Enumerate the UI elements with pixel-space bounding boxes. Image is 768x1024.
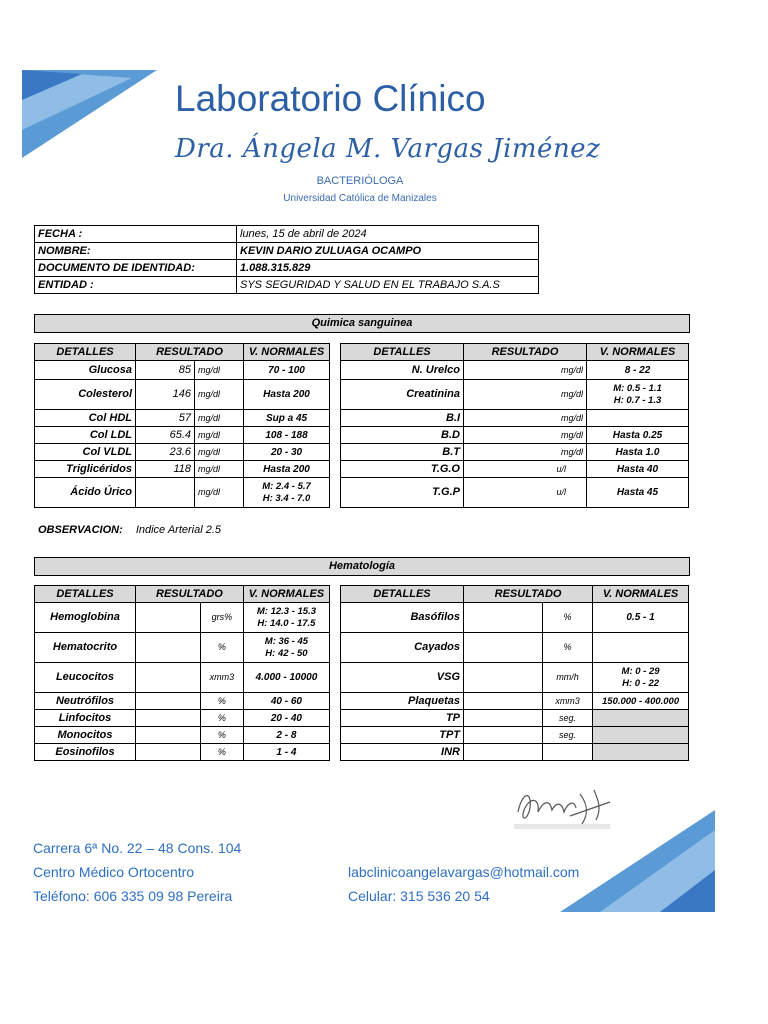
test-result [464,710,543,727]
test-unit: mg/dl [195,361,244,380]
chem-right-table [340,343,689,508]
observation-text: Indice Arterial 2.5 [135,524,222,536]
hema-right-header [341,586,689,603]
test-name: Monocitos [35,727,136,744]
test-result [464,693,543,710]
footer-decoration [560,810,716,914]
test-name: T.G.O [341,461,464,478]
table-row [341,461,689,478]
doctor-name: Dra. Ángela M. Vargas Jiménez [175,134,601,164]
table-row [35,461,330,478]
test-result [136,478,195,508]
test-result [136,663,201,693]
test-name: B.I [341,410,464,427]
test-name: Ácido Úrico [35,478,136,508]
test-unit [543,744,593,761]
col-details: DETALLES [35,344,136,361]
col-normals: V. NORMALES [593,586,689,603]
table-row [341,478,689,508]
entity-value: SYS SEGURIDAD Y SALUD EN EL TRABAJO S.A.S [237,277,539,294]
test-name: Col VLDL [35,444,136,461]
footer-address: Carrera 6ª No. 22 – 48 Cons. 104 [33,840,242,856]
test-name: Leucocitos [35,663,136,693]
test-name: B.T [341,444,464,461]
hema-right-table [340,585,689,761]
test-normal [593,727,689,744]
col-result: RESULTADO [136,344,244,361]
patient-row-date [35,226,539,243]
test-result: 146 [136,380,195,410]
test-result [464,744,543,761]
test-normal: 150.000 - 400.000 [593,693,689,710]
col-result: RESULTADO [464,586,593,603]
table-row [341,380,689,410]
test-name: INR [341,744,464,761]
table-row [341,410,689,427]
observation-label: OBSERVACION: [38,524,123,536]
test-unit: % [543,633,593,663]
table-row [35,727,330,744]
test-result [464,633,543,663]
test-result: 65.4 [136,427,195,444]
test-name: Glucosa [35,361,136,380]
table-row [35,693,330,710]
test-normal: 20 - 30 [244,444,330,461]
table-row [341,727,689,744]
table-row [35,478,330,508]
test-unit: xmm3 [543,693,593,710]
document-label: DOCUMENTO DE IDENTIDAD: [35,260,237,277]
table-row [341,427,689,444]
table-row [341,633,689,663]
patient-row-entity [35,277,539,294]
test-unit: u/l [464,478,587,508]
test-normal: 0.5 - 1 [593,603,689,633]
test-unit: xmm3 [201,663,244,693]
test-normal: 8 - 22 [587,361,689,380]
table-row [35,361,330,380]
hema-left-table [34,585,330,761]
col-result: RESULTADO [136,586,244,603]
test-unit: mm/h [543,663,593,693]
test-name: Creatinina [341,380,464,410]
test-normal: 4.000 - 10000 [243,663,329,693]
date-label: FECHA : [35,226,237,243]
test-result [136,744,201,761]
test-unit: % [201,693,244,710]
test-normal [587,410,689,427]
test-normal: Hasta 200 [244,380,330,410]
test-result [464,663,543,693]
footer-phone: Teléfono: 606 335 09 98 Pereira [33,888,233,904]
chem-right-header [341,344,689,361]
test-name: Col HDL [35,410,136,427]
date-value: lunes, 15 de abril de 2024 [237,226,539,243]
test-result [136,603,201,633]
test-normal: M: 0.5 - 1.1 H: 0.7 - 1.3 [587,380,689,410]
test-normal: M: 36 - 45 H: 42 - 50 [243,633,329,663]
test-result [136,710,201,727]
test-unit: % [543,603,593,633]
test-unit: grs% [201,603,244,633]
col-details: DETALLES [35,586,136,603]
test-name: N. Urelco [341,361,464,380]
test-result: 118 [136,461,195,478]
chem-section-title: Quimica sanguinea [34,314,690,333]
test-unit: mg/dl [464,410,587,427]
test-name: Basófilos [341,603,464,633]
test-unit: mg/dl [195,380,244,410]
test-unit: mg/dl [195,444,244,461]
footer-center: Centro Médico Ortocentro [33,864,195,880]
test-unit: % [201,744,244,761]
patient-info-table [34,225,539,294]
entity-label: ENTIDAD : [35,277,237,294]
col-result: RESULTADO [464,344,587,361]
col-normals: V. NORMALES [243,586,329,603]
test-unit: mg/dl [195,427,244,444]
doctor-role: BACTERIÓLOGA [316,175,404,187]
chem-left-header [35,344,330,361]
col-normals: V. NORMALES [587,344,689,361]
test-name: VSG [341,663,464,693]
test-name: Eosinofilos [35,744,136,761]
test-unit: mg/dl [464,380,587,410]
test-normal: Hasta 45 [587,478,689,508]
test-result [464,727,543,744]
university: Universidad Católica de Manizales [283,193,437,204]
test-unit: % [201,710,244,727]
test-unit: mg/dl [195,410,244,427]
table-row [35,744,330,761]
test-unit: seg. [543,727,593,744]
test-result: 85 [136,361,195,380]
test-name: TP [341,710,464,727]
hema-section-title: Hematología [34,557,690,576]
test-name: Neutrófilos [35,693,136,710]
patient-row-document [35,260,539,277]
table-row [35,427,330,444]
table-row [35,444,330,461]
test-normal [593,633,689,663]
test-unit: % [201,727,244,744]
test-normal: M: 0 - 29 H: 0 - 22 [593,663,689,693]
test-normal: 1 - 4 [243,744,329,761]
test-result [136,727,201,744]
test-normal: Sup a 45 [244,410,330,427]
table-row [341,444,689,461]
test-result [136,693,201,710]
chem-left-table [34,343,330,508]
hema-left-header [35,586,330,603]
test-name: Hemoglobina [35,603,136,633]
test-normal: M: 12.3 - 15.3 H: 14.0 - 17.5 [243,603,329,633]
test-normal: Hasta 0.25 [587,427,689,444]
test-unit: mg/dl [195,478,244,508]
test-name: Colesterol [35,380,136,410]
col-normals: V. NORMALES [244,344,330,361]
name-label: NOMBRE: [35,243,237,260]
test-name: TPT [341,727,464,744]
name-value: KEVIN DARIO ZULUAGA OCAMPO [237,243,539,260]
test-unit: u/l [464,461,587,478]
table-row [341,693,689,710]
test-normal: 20 - 40 [243,710,329,727]
test-name: Triglicéridos [35,461,136,478]
test-normal: 70 - 100 [244,361,330,380]
test-name: B.D [341,427,464,444]
test-unit: mg/dl [195,461,244,478]
table-row [35,603,330,633]
test-result: 57 [136,410,195,427]
table-row [35,410,330,427]
table-row [35,663,330,693]
document-value: 1.088.315.829 [237,260,539,277]
test-normal: 108 - 188 [244,427,330,444]
test-result: 23.6 [136,444,195,461]
col-details: DETALLES [341,344,464,361]
test-name: Hematocrito [35,633,136,663]
footer-email: labclinicoangelavargas@hotmail.com [348,864,580,880]
test-normal: 2 - 8 [243,727,329,744]
table-row [35,380,330,410]
test-unit: mg/dl [464,427,587,444]
test-unit: mg/dl [464,444,587,461]
test-unit: % [201,633,244,663]
test-name: Linfocitos [35,710,136,727]
test-normal [593,744,689,761]
test-result [136,633,201,663]
test-name: Plaquetas [341,693,464,710]
test-normal: 40 - 60 [243,693,329,710]
test-name: Cayados [341,633,464,663]
table-row [35,710,330,727]
test-normal: M: 2.4 - 5.7 H: 3.4 - 7.0 [244,478,330,508]
patient-row-name [35,243,539,260]
table-row [341,663,689,693]
col-details: DETALLES [341,586,464,603]
test-name: T.G.P [341,478,464,508]
table-row [341,744,689,761]
table-row [341,710,689,727]
lab-title: Laboratorio Clínico [175,78,486,119]
test-normal: Hasta 200 [244,461,330,478]
test-name: Col LDL [35,427,136,444]
test-unit: mg/dl [464,361,587,380]
footer-mobile: Celular: 315 536 20 54 [348,888,490,904]
test-unit: seg. [543,710,593,727]
test-normal: Hasta 40 [587,461,689,478]
table-row [341,361,689,380]
table-row [35,633,330,663]
observation [38,524,221,536]
header-decoration [22,70,162,160]
test-result [464,603,543,633]
test-normal [593,710,689,727]
test-normal: Hasta 1.0 [587,444,689,461]
table-row [341,603,689,633]
